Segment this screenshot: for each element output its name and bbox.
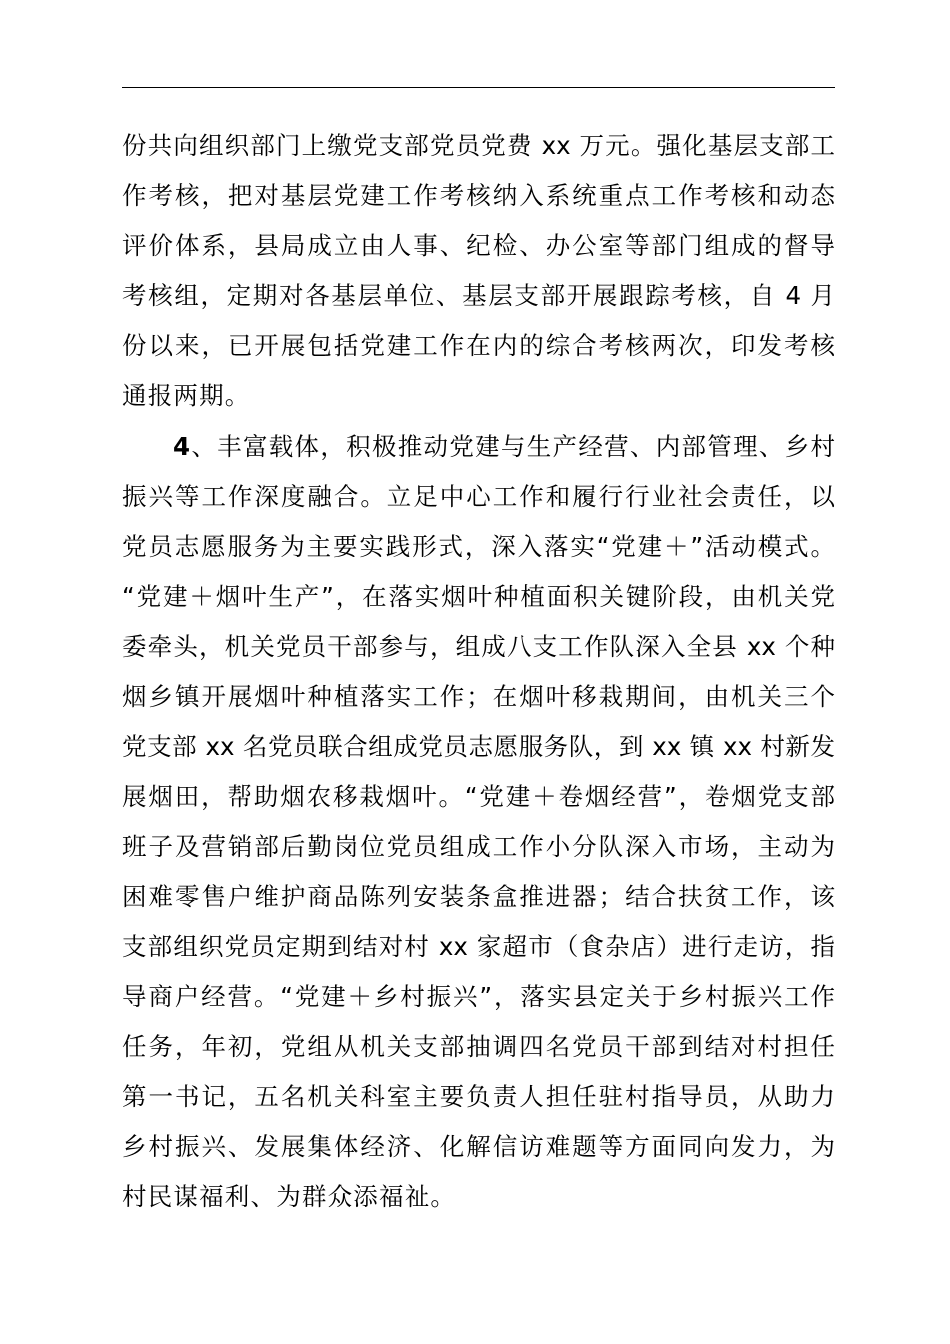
- paragraph-1-line-2: 作考核，把对基层党建工作考核纳入系统重点工作考核和动态: [122, 181, 835, 210]
- section-number: 4: [173, 432, 191, 461]
- paragraph-2-line-7: 党支部 xx 名党员联合组成党员志愿服务队，到 xx 镇 xx 村新发: [122, 732, 835, 761]
- paragraph-2-line-5: 委牵头，机关党员干部参与，组成八支工作队深入全县 xx 个种: [122, 632, 835, 661]
- paragraph-1-line-4: 考核组，定期对各基层单位、基层支部开展跟踪考核，自 4 月: [122, 281, 835, 310]
- paragraph-2-line-12: 导商户经营。“党建＋乡村振兴”，落实县定关于乡村振兴工作: [122, 982, 835, 1011]
- paragraph-1-line-3: 评价体系，县局成立由人事、纪检、办公室等部门组成的督导: [122, 231, 835, 260]
- paragraph-1-line-6: 通报两期。: [122, 381, 251, 410]
- paragraph-2-line-15: 乡村振兴、发展集体经济、化解信访难题等方面同向发力，为: [122, 1132, 835, 1161]
- paragraph-2-line-1: [173, 430, 835, 464]
- paragraph-2-line-14: 第一书记，五名机关科室主要负责人担任驻村指导员，从助力: [122, 1082, 835, 1111]
- paragraph-2-line-3: 党员志愿服务为主要实践形式，深入落实“党建＋”活动模式。: [122, 532, 835, 561]
- paragraph-1-line-1: 份共向组织部门上缴党支部党员党费 xx 万元。强化基层支部工: [122, 131, 835, 160]
- paragraph-2-line-8: 展烟田，帮助烟农移栽烟叶。“党建＋卷烟经营”，卷烟党支部: [122, 782, 835, 811]
- paragraph-2-line-4: “党建＋烟叶生产”，在落实烟叶种植面积关键阶段，由机关党: [122, 582, 835, 611]
- paragraph-2-line-2: 振兴等工作深度融合。立足中心工作和履行行业社会责任，以: [122, 482, 835, 511]
- paragraph-2-line-16: 村民谋福利、为群众添福祉。: [122, 1182, 457, 1211]
- paragraph-2-line-10: 困难零售户维护商品陈列安装条盒推进器；结合扶贫工作，该: [122, 882, 835, 911]
- paragraph-2-line-6: 烟乡镇开展烟叶种植落实工作；在烟叶移栽期间，由机关三个: [122, 682, 835, 711]
- paragraph-2-line-9: 班子及营销部后勤岗位党员组成工作小分队深入市场，主动为: [122, 832, 835, 861]
- paragraph-2-line-13: 任务，年初，党组从机关支部抽调四名党员干部到结对村担任: [122, 1032, 835, 1061]
- paragraph-2-first-line-text: 、丰富载体，积极推动党建与生产经营、内部管理、乡村: [190, 432, 835, 461]
- paragraph-2-line-11: 支部组织党员定期到结对村 xx 家超市（食杂店）进行走访，指: [122, 932, 835, 961]
- header-rule: [122, 87, 835, 88]
- paragraph-1-line-5: 份以来，已开展包括党建工作在内的综合考核两次，印发考核: [122, 331, 835, 360]
